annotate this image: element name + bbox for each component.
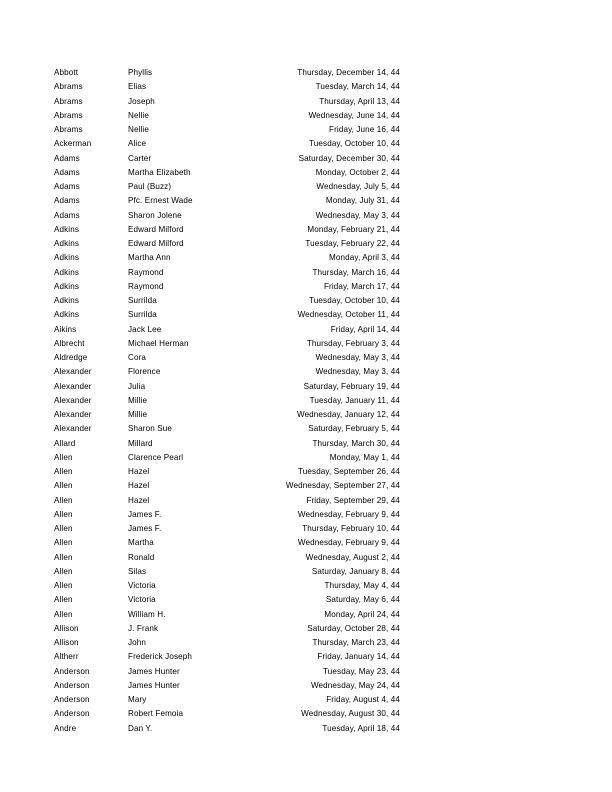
- table-row: [54, 66, 400, 80]
- table-row: [54, 422, 400, 436]
- table-row: [54, 251, 400, 265]
- cell-date: Thursday, March 23, 44: [312, 638, 400, 647]
- cell-first-name: Hazel: [128, 495, 150, 505]
- table-row: [54, 665, 400, 679]
- cell-first-name: Michael Herman: [128, 338, 189, 348]
- table-row: [54, 622, 400, 636]
- cell-last-name: Adkins: [54, 267, 80, 277]
- table-row: [54, 266, 400, 280]
- cell-first-name: Millard: [128, 438, 153, 448]
- cell-date: Tuesday, September 26, 44: [298, 467, 400, 476]
- cell-last-name: Anderson: [54, 666, 90, 676]
- table-row: [54, 223, 400, 237]
- cell-date: Wednesday, October 11, 44: [297, 310, 400, 320]
- cell-first-name: Robert Femoia: [128, 709, 184, 719]
- cell-last-name: Anderson: [54, 709, 90, 719]
- cell-last-name: Alexander: [54, 424, 92, 434]
- table-row: [54, 722, 400, 736]
- cell-first-name: Joseph: [128, 96, 155, 106]
- table-row: [54, 80, 400, 94]
- cell-date: Saturday, February 19, 44: [303, 381, 400, 391]
- cell-date: Wednesday, May 24, 44: [310, 680, 400, 690]
- cell-first-name: Edward Milford: [128, 239, 184, 248]
- cell-date: Monday, July 31, 44: [325, 196, 400, 206]
- cell-date: Monday, April 24, 44: [324, 609, 400, 619]
- cell-last-name: Allard: [54, 438, 76, 448]
- cell-last-name: Albrecht: [54, 338, 85, 348]
- cell-date: Saturday, October 28, 44: [307, 623, 400, 633]
- table-row: [54, 294, 400, 308]
- table-row: [54, 380, 400, 394]
- cell-date: Wednesday, July 5, 44: [316, 182, 400, 191]
- cell-last-name: Adkins: [54, 310, 80, 320]
- table-row: [54, 508, 400, 522]
- cell-date: Wednesday, May 3, 44: [315, 210, 400, 220]
- records-table: [54, 66, 400, 736]
- cell-last-name: Adams: [54, 153, 80, 163]
- cell-last-name: Alexander: [54, 395, 92, 405]
- cell-last-name: Allen: [54, 566, 73, 576]
- cell-last-name: Allen: [54, 524, 73, 533]
- table-row: [54, 152, 400, 166]
- cell-last-name: Adkins: [54, 281, 80, 291]
- cell-last-name: Allison: [54, 638, 79, 647]
- cell-last-name: Anderson: [54, 680, 90, 690]
- table-row: [54, 166, 400, 180]
- cell-first-name: Sharon Sue: [128, 424, 172, 434]
- cell-first-name: Frederick Joseph: [128, 652, 192, 662]
- cell-first-name: Cora: [128, 353, 147, 362]
- cell-first-name: Dan Y.: [128, 723, 153, 733]
- cell-first-name: Millie: [128, 410, 148, 419]
- cell-first-name: Paul (Buzz): [128, 182, 172, 191]
- table-row: [54, 693, 400, 707]
- cell-date: Wednesday, February 9, 44: [297, 509, 400, 519]
- cell-first-name: Hazel: [128, 481, 150, 491]
- cell-last-name: Alexander: [54, 367, 92, 377]
- table-row: [54, 323, 400, 337]
- cell-first-name: James F.: [128, 524, 162, 533]
- cell-first-name: Ronald: [128, 552, 155, 562]
- table-row: [54, 109, 400, 123]
- cell-last-name: Abrams: [54, 96, 83, 106]
- cell-first-name: James Hunter: [128, 680, 180, 690]
- table-row: [54, 365, 400, 379]
- cell-date: Thursday, April 13, 44: [319, 96, 400, 106]
- cell-date: Wednesday, May 3, 44: [315, 367, 400, 377]
- table-row: [54, 237, 400, 251]
- cell-last-name: Altherr: [54, 652, 79, 662]
- cell-last-name: Andre: [54, 723, 77, 733]
- cell-date: Friday, August 4, 44: [326, 695, 400, 704]
- cell-last-name: Allen: [54, 495, 73, 505]
- cell-date: Saturday, May 6, 44: [325, 595, 400, 605]
- cell-date: Saturday, January 8, 44: [311, 566, 400, 576]
- table-row: [54, 351, 400, 365]
- cell-last-name: Allen: [54, 467, 73, 476]
- cell-last-name: Allen: [54, 538, 73, 548]
- cell-first-name: Nellie: [128, 110, 149, 120]
- cell-date: Thursday, March 16, 44: [312, 267, 400, 277]
- cell-first-name: Raymond: [128, 281, 164, 291]
- cell-date: Tuesday, February 22, 44: [305, 239, 400, 248]
- cell-first-name: Julia: [128, 381, 146, 391]
- cell-date: Monday, February 21, 44: [307, 224, 400, 234]
- cell-first-name: Sharon Jolene: [128, 210, 182, 220]
- cell-first-name: Raymond: [128, 267, 164, 277]
- table-row: [54, 565, 400, 579]
- cell-first-name: Clarence Pearl: [128, 452, 184, 462]
- cell-last-name: Adams: [54, 210, 80, 220]
- cell-date: Thursday, December 14, 44: [297, 68, 400, 77]
- cell-last-name: Allen: [54, 452, 73, 462]
- cell-first-name: Victoria: [128, 595, 156, 605]
- table-row: [54, 180, 400, 194]
- cell-first-name: Surrilda: [128, 310, 157, 320]
- table-row: [54, 437, 400, 451]
- cell-first-name: Surrilda: [128, 296, 157, 305]
- cell-last-name: Adams: [54, 167, 80, 177]
- cell-date: Monday, April 3, 44: [329, 253, 400, 263]
- cell-last-name: Allen: [54, 481, 73, 491]
- cell-first-name: Pfc. Ernest Wade: [128, 196, 193, 206]
- cell-date: Wednesday, February 9, 44: [297, 538, 400, 548]
- cell-last-name: Allen: [54, 509, 73, 519]
- cell-first-name: Elias: [128, 82, 147, 92]
- table-row: [54, 194, 400, 208]
- table-row: [54, 465, 400, 479]
- cell-last-name: Allen: [54, 609, 73, 619]
- table-row: [54, 209, 400, 223]
- cell-last-name: Adkins: [54, 239, 80, 248]
- cell-date: Friday, March 17, 44: [323, 281, 400, 291]
- cell-last-name: Alexander: [54, 381, 92, 391]
- cell-last-name: Abrams: [54, 82, 83, 92]
- cell-last-name: Allison: [54, 623, 79, 633]
- cell-first-name: Florence: [128, 367, 161, 377]
- cell-last-name: Adkins: [54, 296, 80, 305]
- cell-first-name: James F.: [128, 509, 162, 519]
- cell-first-name: Martha Ann: [128, 253, 171, 263]
- cell-last-name: Abrams: [54, 110, 83, 120]
- cell-date: Tuesday, May 23, 44: [323, 666, 400, 676]
- cell-date: Wednesday, January 12, 44: [296, 410, 400, 419]
- cell-date: Friday, April 14, 44: [330, 324, 400, 334]
- cell-first-name: James Hunter: [128, 666, 180, 676]
- cell-first-name: Martha Elizabeth: [128, 167, 191, 177]
- cell-date: Tuesday, October 10, 44: [309, 296, 400, 305]
- records-table-body: [54, 66, 400, 736]
- table-row: [54, 707, 400, 721]
- table-row: [54, 95, 400, 109]
- cell-date: Friday, September 29, 44: [306, 495, 400, 505]
- cell-last-name: Adams: [54, 196, 80, 206]
- cell-last-name: Allen: [54, 581, 73, 590]
- cell-first-name: Martha: [128, 538, 154, 548]
- cell-last-name: Abbott: [54, 68, 79, 77]
- table-row: [54, 536, 400, 550]
- cell-first-name: John: [128, 638, 147, 647]
- cell-date: Thursday, March 30, 44: [312, 438, 400, 448]
- table-row: [54, 394, 400, 408]
- cell-first-name: Alice: [128, 139, 147, 149]
- cell-last-name: Ackerman: [54, 139, 92, 149]
- table-row: [54, 479, 400, 493]
- cell-first-name: Jack Lee: [128, 324, 162, 334]
- table-row: [54, 451, 400, 465]
- table-row: [54, 408, 400, 422]
- cell-date: Tuesday, April 18, 44: [322, 723, 400, 733]
- table-row: [54, 650, 400, 664]
- cell-first-name: Hazel: [128, 467, 150, 476]
- cell-date: Wednesday, August 2, 44: [305, 552, 400, 562]
- cell-last-name: Abrams: [54, 125, 83, 134]
- cell-last-name: Aldredge: [54, 353, 88, 362]
- cell-first-name: J. Frank: [128, 623, 159, 633]
- cell-first-name: Phyllis: [128, 68, 153, 77]
- cell-date: Monday, October 2, 44: [315, 167, 400, 177]
- cell-date: Tuesday, March 14, 44: [315, 82, 400, 92]
- cell-last-name: Alexander: [54, 410, 92, 419]
- table-row: [54, 494, 400, 508]
- cell-date: Friday, June 16, 44: [329, 125, 400, 134]
- cell-date: Wednesday, September 27, 44: [285, 481, 400, 491]
- table-row: [54, 551, 400, 565]
- table-row: [54, 308, 400, 322]
- cell-first-name: Millie: [128, 395, 148, 405]
- table-row: [54, 137, 400, 151]
- table-row: [54, 608, 400, 622]
- table-row: [54, 123, 400, 137]
- cell-date: Wednesday, June 14, 44: [308, 110, 400, 120]
- cell-last-name: Anderson: [54, 695, 90, 704]
- cell-date: Tuesday, January 11, 44: [309, 395, 400, 405]
- cell-first-name: Edward Milford: [128, 224, 184, 234]
- table-row: [54, 522, 400, 536]
- cell-date: Thursday, May 4, 44: [324, 581, 400, 590]
- cell-last-name: Adams: [54, 182, 80, 191]
- cell-first-name: William H.: [128, 609, 166, 619]
- cell-first-name: Silas: [128, 566, 147, 576]
- table-row: [54, 337, 400, 351]
- cell-first-name: Nellie: [128, 125, 149, 134]
- table-row: [54, 280, 400, 294]
- cell-last-name: Aikins: [54, 324, 77, 334]
- table-row: [54, 636, 400, 650]
- cell-first-name: Mary: [128, 695, 147, 704]
- cell-date: Monday, May 1, 44: [329, 452, 400, 462]
- table-row: [54, 579, 400, 593]
- cell-date: Wednesday, August 30, 44: [301, 709, 400, 719]
- table-row: [54, 593, 400, 607]
- cell-last-name: Allen: [54, 552, 73, 562]
- cell-date: Thursday, February 3, 44: [306, 338, 400, 348]
- cell-date: Saturday, February 5, 44: [308, 424, 400, 434]
- cell-last-name: Adkins: [54, 224, 80, 234]
- cell-date: Friday, January 14, 44: [317, 652, 400, 662]
- cell-date: Saturday, December 30, 44: [298, 153, 400, 163]
- cell-last-name: Allen: [54, 595, 73, 605]
- cell-first-name: Carter: [128, 153, 152, 163]
- cell-date: Wednesday, May 3, 44: [315, 353, 400, 362]
- cell-date: Tuesday, October 10, 44: [309, 139, 400, 149]
- cell-last-name: Adkins: [54, 253, 80, 263]
- cell-first-name: Victoria: [128, 581, 156, 590]
- table-row: [54, 679, 400, 693]
- cell-date: Thursday, February 10, 44: [302, 524, 400, 533]
